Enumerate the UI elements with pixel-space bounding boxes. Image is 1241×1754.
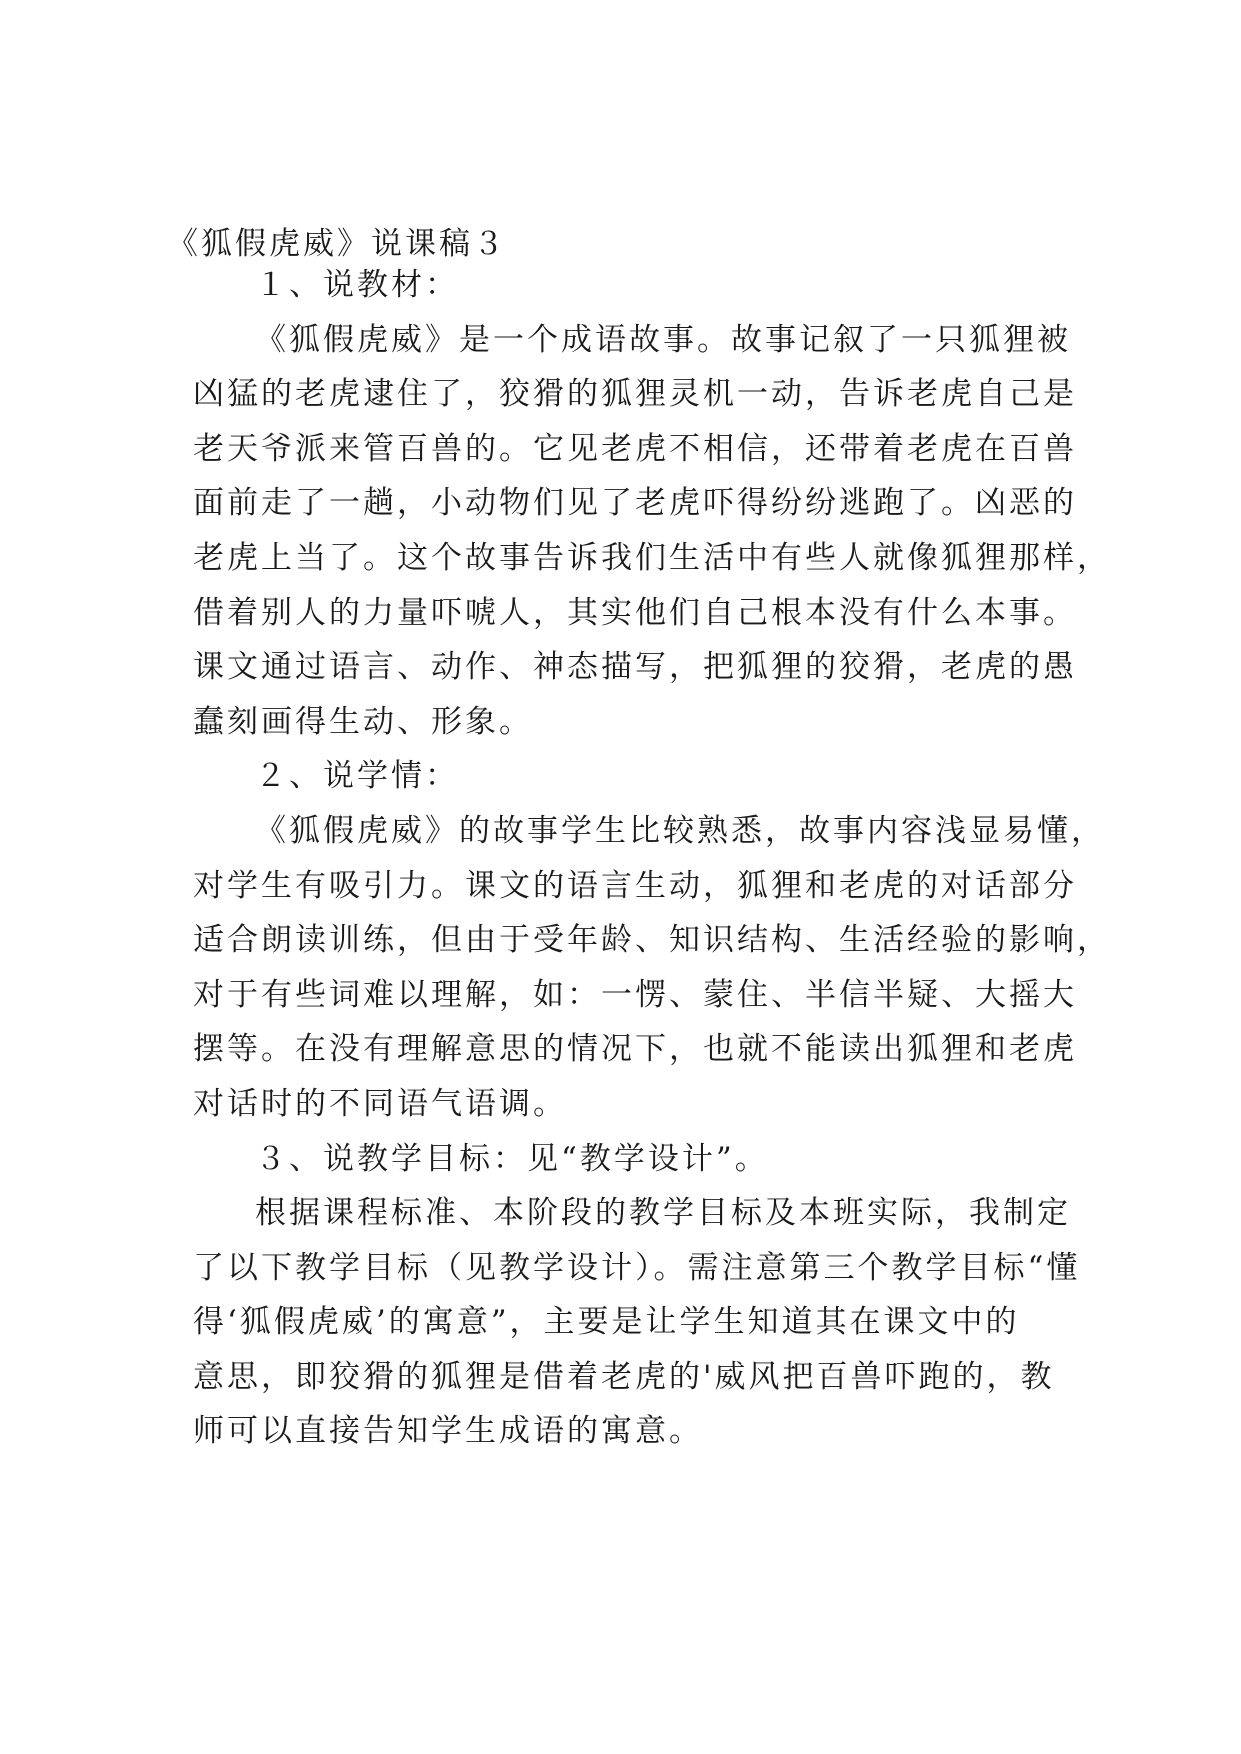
paragraph-line: 老天爷派来管百兽的。它见老虎不相信，还带着老虎在百兽 [193, 430, 1077, 467]
paragraph-line: 意思，即狡猾的狐狸是借着老虎的'威风把百兽吓跑的，教 [193, 1358, 1055, 1395]
paragraph-line: 《狐假虎威》是一个成语故事。故事记叙了一只狐狸被 [255, 321, 1071, 358]
paragraph-line: 适合朗读训练，但由于受年龄、知识结构、生活经验的影响， [193, 922, 1111, 959]
section-heading-2: ２、说学情： [255, 758, 459, 795]
document-title: 《狐假虎威》说课稿３ [167, 226, 507, 262]
paragraph-line: 凶猛的老虎逮住了，狡猾的狐狸灵机一动，告诉老虎自己是 [193, 376, 1077, 413]
document-body [193, 258, 1111, 1459]
paragraph-line: 对学生有吸引力。课文的语言生动，狐狸和老虎的对话部分 [193, 867, 1077, 904]
paragraph-line: 对于有些词难以理解，如：一愣、蒙住、半信半疑、大摇大 [193, 976, 1077, 1013]
paragraph-line: 借着别人的力量吓唬人，其实他们自己根本没有什么本事。 [193, 594, 1077, 631]
paragraph-line: 摆等。在没有理解意思的情况下，也就不能读出狐狸和老虎 [193, 1031, 1077, 1068]
section-heading-1: １、说教材： [255, 267, 459, 303]
paragraph-line: 根据课程标准、本阶段的教学目标及本班实际，我制定 [255, 1195, 1071, 1232]
paragraph-line: 课文通过语言、动作、神态描写，把狐狸的狡猾，老虎的愚 [193, 649, 1077, 686]
paragraph-line: 老虎上当了。这个故事告诉我们生活中有些人就像狐狸那样， [193, 539, 1111, 576]
paragraph-line: 面前走了一趟，小动物们见了老虎吓得纷纷逃跑了。凶恶的 [193, 485, 1077, 522]
paragraph-line: 对话时的不同语气语调。 [193, 1085, 567, 1122]
paragraph-line: 得‘狐假虎威’的寓意”，主要是让学生知道其在课文中的 [193, 1304, 1020, 1341]
paragraph-line: 了以下教学目标（见教学设计）。需注意第三个教学目标“懂 [193, 1249, 1081, 1286]
paragraph-line: 《狐假虎威》的故事学生比较熟悉，故事内容浅显易懂， [255, 812, 1105, 849]
section-heading-3: ３、说教学目标：见“教学设计”。 [255, 1140, 769, 1177]
paragraph-line: 师可以直接告知学生成语的寓意。 [193, 1413, 703, 1450]
paragraph-line: 蠢刻画得生动、形象。 [193, 703, 533, 740]
